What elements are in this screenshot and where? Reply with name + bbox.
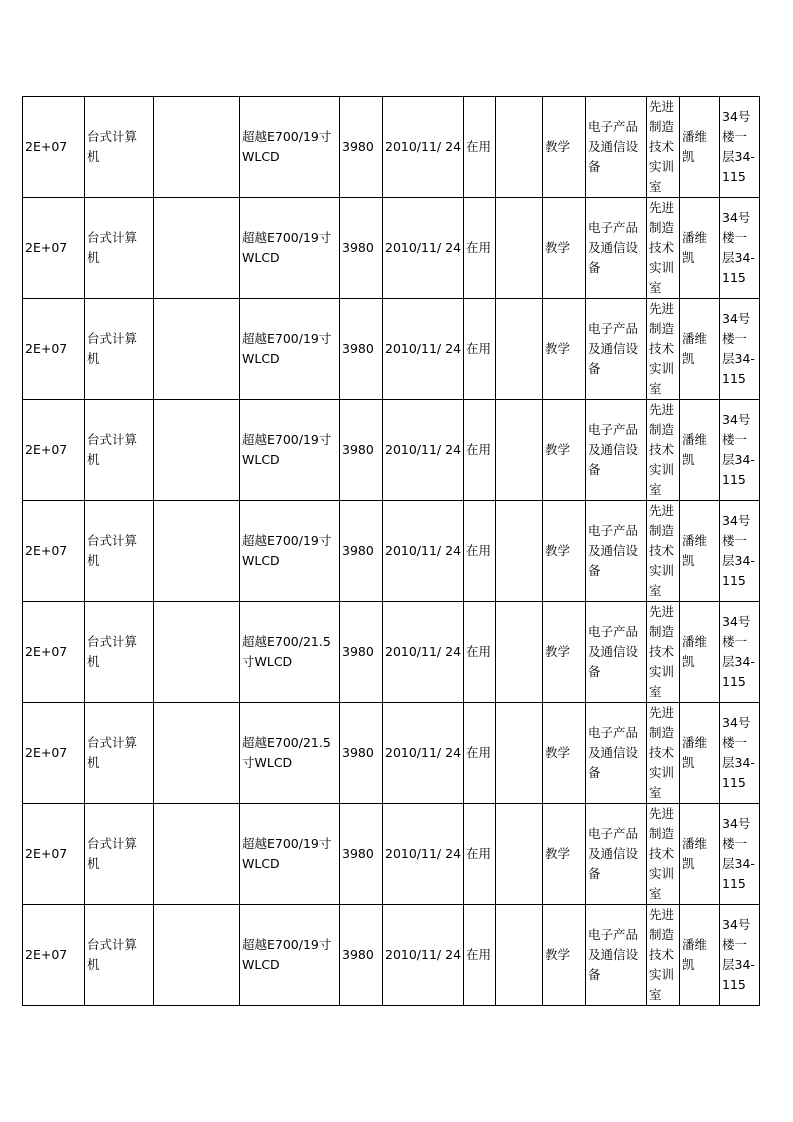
- location-cell: 34号 楼一 层34- 115: [720, 905, 760, 1006]
- custodian-cell: 潘维 凯: [680, 198, 720, 299]
- table-row: [23, 703, 760, 804]
- blank-cell-2: [496, 97, 543, 198]
- asset-id-cell: 2E+07: [23, 703, 85, 804]
- usage-cell: 教学: [543, 804, 586, 905]
- department-cell: 先进 制造 技术 实训 室: [647, 198, 680, 299]
- asset-name-cell: 台式计算 机: [85, 905, 154, 1006]
- table-row: [23, 299, 760, 400]
- department-cell: 先进 制造 技术 实训 室: [647, 501, 680, 602]
- price-cell: 3980: [340, 703, 383, 804]
- blank-cell-2: [496, 299, 543, 400]
- location-cell: 34号 楼一 层34- 115: [720, 198, 760, 299]
- status-cell: 在用: [464, 703, 496, 804]
- usage-cell: 教学: [543, 501, 586, 602]
- price-cell: 3980: [340, 602, 383, 703]
- category-cell: 电子产品 及通信设 备: [586, 703, 647, 804]
- location-cell: 34号 楼一 层34- 115: [720, 97, 760, 198]
- department-cell: 先进 制造 技术 实训 室: [647, 905, 680, 1006]
- location-cell: 34号 楼一 层34- 115: [720, 400, 760, 501]
- model-spec-cell: 超越E700/19寸 WLCD: [240, 501, 340, 602]
- location-cell: 34号 楼一 层34- 115: [720, 299, 760, 400]
- asset-id-cell: 2E+07: [23, 905, 85, 1006]
- asset-id-cell: 2E+07: [23, 501, 85, 602]
- status-cell: 在用: [464, 97, 496, 198]
- blank-cell: [154, 602, 240, 703]
- blank-cell: [154, 299, 240, 400]
- asset-name-cell: 台式计算 机: [85, 703, 154, 804]
- custodian-cell: 潘维 凯: [680, 501, 720, 602]
- model-spec-cell: 超越E700/19寸 WLCD: [240, 299, 340, 400]
- usage-cell: 教学: [543, 299, 586, 400]
- purchase-date-cell: 2010/11/ 24: [383, 703, 464, 804]
- blank-cell-2: [496, 602, 543, 703]
- location-cell: 34号 楼一 层34- 115: [720, 602, 760, 703]
- status-cell: 在用: [464, 602, 496, 703]
- asset-id-cell: 2E+07: [23, 602, 85, 703]
- blank-cell-2: [496, 703, 543, 804]
- custodian-cell: 潘维 凯: [680, 602, 720, 703]
- category-cell: 电子产品 及通信设 备: [586, 602, 647, 703]
- model-spec-cell: 超越E700/19寸 WLCD: [240, 804, 340, 905]
- asset-id-cell: 2E+07: [23, 198, 85, 299]
- asset-table-body: [23, 97, 760, 1006]
- table-row: [23, 501, 760, 602]
- category-cell: 电子产品 及通信设 备: [586, 299, 647, 400]
- blank-cell-2: [496, 400, 543, 501]
- model-spec-cell: 超越E700/21.5 寸WLCD: [240, 602, 340, 703]
- table-row: [23, 804, 760, 905]
- price-cell: 3980: [340, 400, 383, 501]
- status-cell: 在用: [464, 804, 496, 905]
- blank-cell: [154, 400, 240, 501]
- status-cell: 在用: [464, 299, 496, 400]
- asset-name-cell: 台式计算 机: [85, 501, 154, 602]
- model-spec-cell: 超越E700/19寸 WLCD: [240, 400, 340, 501]
- usage-cell: 教学: [543, 703, 586, 804]
- department-cell: 先进 制造 技术 实训 室: [647, 602, 680, 703]
- location-cell: 34号 楼一 层34- 115: [720, 804, 760, 905]
- asset-table: [22, 96, 760, 1006]
- blank-cell-2: [496, 804, 543, 905]
- price-cell: 3980: [340, 198, 383, 299]
- custodian-cell: 潘维 凯: [680, 400, 720, 501]
- purchase-date-cell: 2010/11/ 24: [383, 804, 464, 905]
- category-cell: 电子产品 及通信设 备: [586, 905, 647, 1006]
- department-cell: 先进 制造 技术 实训 室: [647, 299, 680, 400]
- blank-cell-2: [496, 198, 543, 299]
- model-spec-cell: 超越E700/19寸 WLCD: [240, 905, 340, 1006]
- price-cell: 3980: [340, 501, 383, 602]
- blank-cell: [154, 501, 240, 602]
- purchase-date-cell: 2010/11/ 24: [383, 97, 464, 198]
- location-cell: 34号 楼一 层34- 115: [720, 703, 760, 804]
- custodian-cell: 潘维 凯: [680, 804, 720, 905]
- category-cell: 电子产品 及通信设 备: [586, 804, 647, 905]
- custodian-cell: 潘维 凯: [680, 97, 720, 198]
- purchase-date-cell: 2010/11/ 24: [383, 602, 464, 703]
- blank-cell: [154, 905, 240, 1006]
- asset-id-cell: 2E+07: [23, 400, 85, 501]
- asset-id-cell: 2E+07: [23, 299, 85, 400]
- asset-id-cell: 2E+07: [23, 804, 85, 905]
- department-cell: 先进 制造 技术 实训 室: [647, 703, 680, 804]
- blank-cell: [154, 804, 240, 905]
- price-cell: 3980: [340, 905, 383, 1006]
- table-row: [23, 198, 760, 299]
- category-cell: 电子产品 及通信设 备: [586, 400, 647, 501]
- blank-cell-2: [496, 501, 543, 602]
- blank-cell: [154, 198, 240, 299]
- asset-name-cell: 台式计算 机: [85, 299, 154, 400]
- price-cell: 3980: [340, 299, 383, 400]
- department-cell: 先进 制造 技术 实训 室: [647, 97, 680, 198]
- table-row: [23, 97, 760, 198]
- blank-cell: [154, 703, 240, 804]
- usage-cell: 教学: [543, 97, 586, 198]
- model-spec-cell: 超越E700/19寸 WLCD: [240, 97, 340, 198]
- custodian-cell: 潘维 凯: [680, 905, 720, 1006]
- purchase-date-cell: 2010/11/ 24: [383, 198, 464, 299]
- department-cell: 先进 制造 技术 实训 室: [647, 400, 680, 501]
- purchase-date-cell: 2010/11/ 24: [383, 905, 464, 1006]
- asset-name-cell: 台式计算 机: [85, 602, 154, 703]
- status-cell: 在用: [464, 400, 496, 501]
- table-row: [23, 602, 760, 703]
- table-row: [23, 400, 760, 501]
- status-cell: 在用: [464, 905, 496, 1006]
- custodian-cell: 潘维 凯: [680, 299, 720, 400]
- usage-cell: 教学: [543, 602, 586, 703]
- asset-name-cell: 台式计算 机: [85, 804, 154, 905]
- category-cell: 电子产品 及通信设 备: [586, 198, 647, 299]
- status-cell: 在用: [464, 501, 496, 602]
- usage-cell: 教学: [543, 905, 586, 1006]
- location-cell: 34号 楼一 层34- 115: [720, 501, 760, 602]
- category-cell: 电子产品 及通信设 备: [586, 501, 647, 602]
- status-cell: 在用: [464, 198, 496, 299]
- department-cell: 先进 制造 技术 实训 室: [647, 804, 680, 905]
- asset-id-cell: 2E+07: [23, 97, 85, 198]
- usage-cell: 教学: [543, 400, 586, 501]
- purchase-date-cell: 2010/11/ 24: [383, 299, 464, 400]
- asset-name-cell: 台式计算 机: [85, 400, 154, 501]
- asset-name-cell: 台式计算 机: [85, 97, 154, 198]
- usage-cell: 教学: [543, 198, 586, 299]
- price-cell: 3980: [340, 97, 383, 198]
- purchase-date-cell: 2010/11/ 24: [383, 400, 464, 501]
- category-cell: 电子产品 及通信设 备: [586, 97, 647, 198]
- custodian-cell: 潘维 凯: [680, 703, 720, 804]
- asset-name-cell: 台式计算 机: [85, 198, 154, 299]
- blank-cell: [154, 97, 240, 198]
- purchase-date-cell: 2010/11/ 24: [383, 501, 464, 602]
- blank-cell-2: [496, 905, 543, 1006]
- table-row: [23, 905, 760, 1006]
- model-spec-cell: 超越E700/19寸 WLCD: [240, 198, 340, 299]
- price-cell: 3980: [340, 804, 383, 905]
- model-spec-cell: 超越E700/21.5 寸WLCD: [240, 703, 340, 804]
